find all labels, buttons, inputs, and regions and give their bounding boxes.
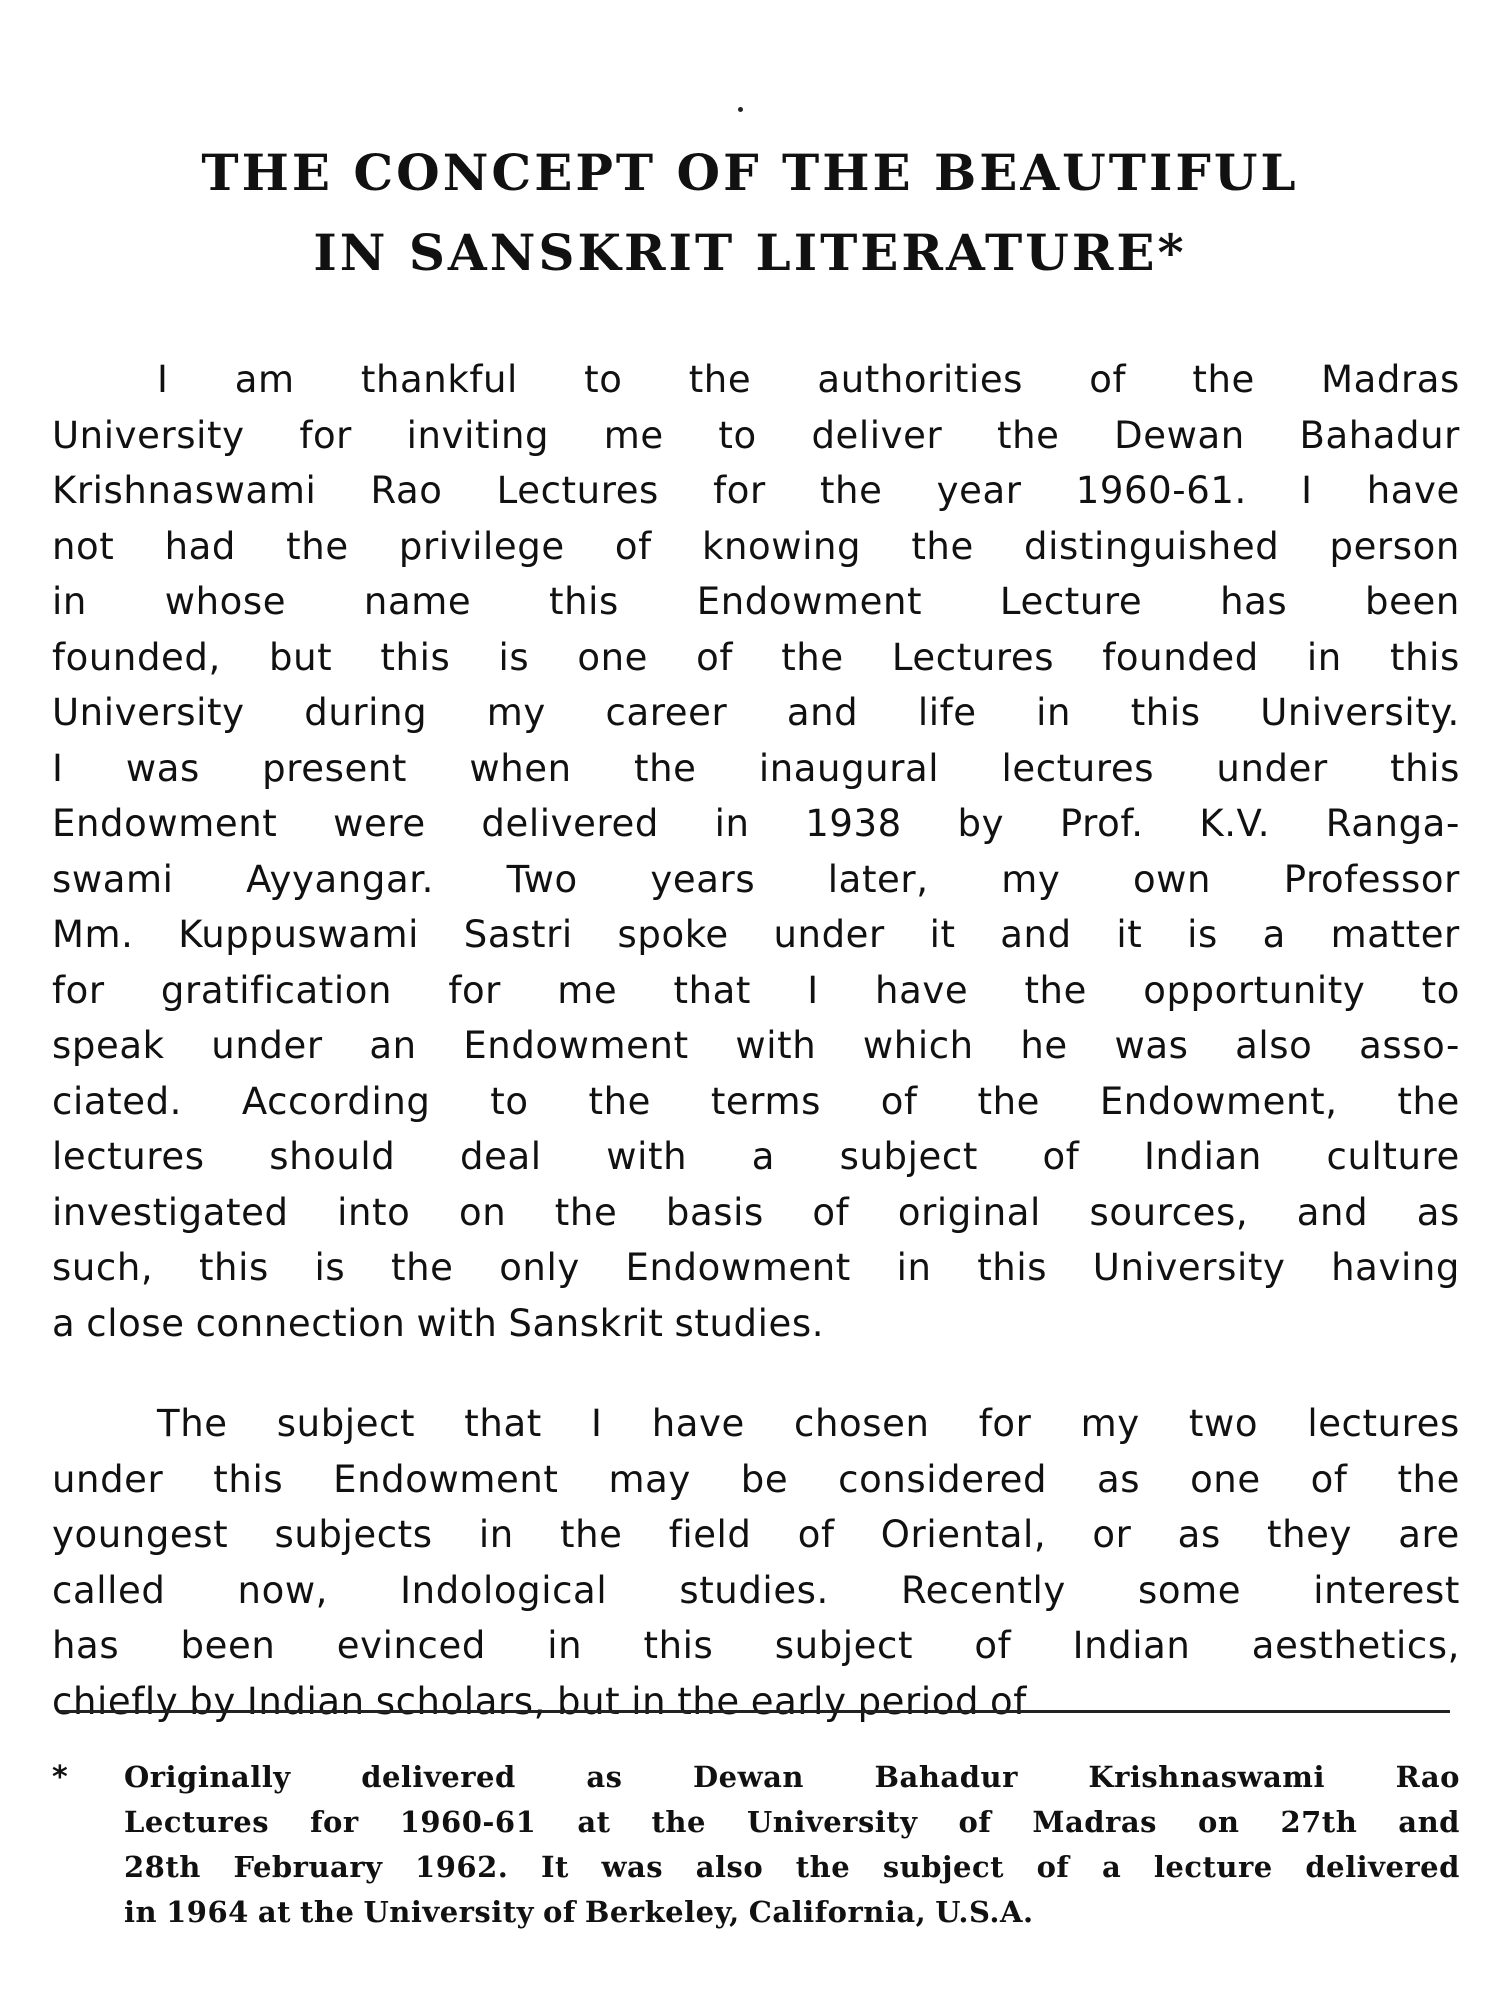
word: under [52, 1457, 164, 1501]
word: some [1137, 1568, 1242, 1612]
word: Sastri [463, 913, 573, 956]
text-line [52, 1396, 1460, 1452]
word: the [1397, 1457, 1460, 1501]
word: Sanskrit [508, 1301, 664, 1345]
word: for [713, 469, 766, 512]
word: subject [774, 1624, 914, 1667]
word: the [677, 1679, 740, 1723]
word: delivered [361, 1760, 516, 1794]
word: under [773, 913, 885, 956]
word: opportunity [1143, 968, 1366, 1012]
word: Endowment [696, 580, 923, 623]
word: Endowment [333, 1457, 559, 1501]
word: I [157, 358, 169, 401]
word: had [164, 524, 236, 568]
word: of [880, 1079, 918, 1123]
footnote-line [124, 1890, 1460, 1935]
word: in [714, 802, 750, 845]
word: has [52, 1624, 120, 1667]
word: the [911, 524, 974, 568]
footnote-text [124, 1755, 1460, 1935]
word: be [740, 1457, 789, 1501]
word: this [380, 635, 451, 679]
word: of [958, 1805, 992, 1839]
word: Originally [124, 1760, 291, 1794]
word: the [559, 1513, 623, 1556]
word: Dewan [1114, 413, 1245, 457]
title-line-2: IN SANSKRIT LITERATURE* [313, 223, 1187, 282]
word: been [1365, 580, 1460, 623]
word: under [211, 1024, 323, 1067]
word: It [540, 1850, 569, 1884]
text-line [52, 463, 1460, 519]
text-line [52, 1129, 1460, 1185]
footnote-marker: * [52, 1760, 68, 1795]
word: speak [52, 1024, 165, 1067]
word: delivered [1305, 1850, 1460, 1884]
text-line [52, 685, 1460, 741]
word: the [819, 469, 883, 512]
word: the [977, 1079, 1040, 1123]
word: University [363, 1895, 535, 1929]
text-line [52, 352, 1460, 408]
word: the [588, 1079, 651, 1123]
word: he [1020, 1024, 1068, 1067]
word: studies. [679, 1568, 829, 1612]
word: subject [839, 1135, 978, 1178]
word: and [1398, 1805, 1460, 1839]
word: am [234, 358, 295, 401]
word: person [1329, 524, 1460, 568]
word: founded, [52, 635, 221, 679]
word: my [1080, 1402, 1140, 1445]
word: of [1036, 1850, 1070, 1884]
word: aesthetics, [1251, 1624, 1460, 1667]
word: an [369, 1024, 417, 1067]
word: not [52, 524, 115, 568]
word: for [299, 413, 352, 457]
word: scholars, [375, 1679, 547, 1723]
word: culture [1326, 1135, 1460, 1178]
word: youngest [52, 1513, 229, 1556]
word: University [52, 413, 245, 457]
word: career [605, 691, 728, 734]
word: it [929, 913, 956, 956]
word: connection [195, 1301, 406, 1345]
word: The [157, 1402, 228, 1445]
word: Two [506, 857, 578, 901]
word: the [795, 1850, 851, 1884]
word: as [586, 1760, 623, 1794]
word: lectures [1001, 746, 1155, 790]
word: this [643, 1624, 714, 1667]
word: and [1000, 913, 1072, 956]
word: basis [665, 1190, 764, 1234]
text-line [52, 852, 1460, 908]
footnote-divider [60, 1710, 1450, 1713]
word: of [1089, 358, 1127, 401]
word: knowing [701, 524, 862, 568]
word: deal [460, 1135, 542, 1178]
word: I [591, 1402, 603, 1445]
word: later, [827, 857, 929, 901]
word: in [631, 1679, 667, 1723]
word: under [1216, 746, 1328, 790]
word: in [478, 1513, 514, 1556]
word: life [917, 691, 977, 734]
word: University [52, 691, 245, 734]
word: my [486, 691, 546, 734]
word: privilege [398, 524, 565, 568]
word: studies. [674, 1301, 825, 1345]
word: Ayyangar. [246, 857, 434, 901]
word: matter [1330, 913, 1460, 956]
word: investigated [52, 1190, 289, 1234]
word: Indological [400, 1568, 608, 1612]
word: U.S.A. [935, 1895, 1034, 1929]
word: as [1177, 1513, 1221, 1556]
word: of [1310, 1457, 1348, 1501]
word: the [996, 413, 1060, 457]
word: as [1096, 1457, 1141, 1501]
word: this [1390, 635, 1460, 679]
word: subjects [274, 1513, 433, 1556]
word: in [124, 1895, 158, 1929]
word: Lecture [999, 580, 1143, 623]
word: whose [164, 580, 287, 623]
word: have [651, 1402, 745, 1445]
word: University [746, 1805, 918, 1839]
word: this [1390, 746, 1460, 790]
word: for [978, 1402, 1032, 1445]
word: should [269, 1135, 396, 1178]
word: with [606, 1135, 688, 1178]
word: one [1190, 1457, 1261, 1501]
word: the [688, 358, 752, 401]
word: a [1102, 1850, 1122, 1884]
word: inaugural [758, 746, 940, 790]
word: terms [710, 1079, 821, 1123]
word: the [300, 1895, 355, 1929]
word: Krishnaswami [1088, 1760, 1325, 1794]
word: are [1398, 1513, 1460, 1556]
word: Recently [901, 1568, 1066, 1612]
word: in [1036, 691, 1072, 734]
title-line-1: THE CONCEPT OF THE BEAUTIFUL [201, 143, 1299, 202]
word: the [651, 1805, 706, 1839]
word: years [650, 857, 756, 901]
text-line [52, 741, 1460, 797]
word: Krishnaswami [52, 469, 317, 512]
word: According [241, 1079, 431, 1123]
word: Lectures [891, 635, 1055, 679]
word: were [333, 802, 426, 845]
word: of [696, 635, 734, 679]
word: only [499, 1246, 580, 1289]
word: a [52, 1301, 76, 1345]
text-line [52, 1185, 1460, 1241]
print-speck [738, 107, 743, 112]
word: into [337, 1190, 411, 1234]
word: and [786, 691, 859, 734]
word: was [125, 746, 200, 790]
word: is [498, 635, 530, 679]
word: Madras [1032, 1805, 1157, 1839]
word: in [547, 1624, 583, 1667]
word: Endowment [52, 802, 278, 845]
word: to [718, 413, 757, 457]
text-line [52, 630, 1460, 686]
word: on [1197, 1805, 1240, 1839]
word: 1938 [805, 802, 902, 845]
word: of [614, 524, 652, 568]
word: with [416, 1301, 498, 1345]
word: this [977, 1246, 1048, 1289]
word: for [310, 1805, 359, 1839]
word: Oriental, [880, 1513, 1047, 1556]
word: Rao [370, 469, 443, 512]
word: Madras [1321, 358, 1460, 401]
word: my [1001, 857, 1061, 901]
word: they [1267, 1513, 1353, 1556]
word: of [974, 1624, 1012, 1667]
word: University [1092, 1246, 1286, 1289]
text-line [52, 1618, 1460, 1674]
word: own [1132, 857, 1212, 901]
word: Rao [1395, 1760, 1460, 1794]
word: spoke [617, 913, 729, 956]
word: of [990, 1679, 1027, 1723]
text-line [52, 1074, 1460, 1130]
word: a [1262, 913, 1286, 956]
word: Bahadur [874, 1760, 1018, 1794]
word: of [812, 1190, 850, 1234]
word: was [1114, 1024, 1189, 1067]
paragraph-1 [52, 352, 1460, 1351]
word: on [458, 1190, 507, 1234]
word: original [897, 1190, 1041, 1234]
word: California, [748, 1895, 927, 1929]
word: field [668, 1513, 752, 1556]
word: I [52, 746, 64, 790]
word: at [577, 1805, 611, 1839]
text-line [52, 574, 1460, 630]
word: the [781, 635, 844, 679]
word: of [797, 1513, 835, 1556]
word: Dewan [693, 1760, 804, 1794]
word: subject [882, 1850, 1004, 1884]
word: Indian [1144, 1135, 1262, 1178]
word: to [490, 1079, 529, 1123]
word: sources, [1089, 1190, 1249, 1234]
word: to [1421, 968, 1460, 1012]
word: founded [1102, 635, 1259, 679]
word: 1964 [166, 1895, 249, 1929]
word: Lectures [124, 1805, 270, 1839]
word: which [862, 1024, 974, 1067]
word: 1960-61 [399, 1805, 537, 1839]
word: by [189, 1679, 236, 1723]
text-line [52, 796, 1460, 852]
word: have [875, 968, 969, 1012]
word: 28th [124, 1850, 201, 1884]
word: interest [1313, 1568, 1460, 1612]
word: but [557, 1679, 621, 1723]
word: period [857, 1679, 980, 1723]
word: is [314, 1246, 346, 1289]
word: for [52, 968, 105, 1012]
word: 1962. [415, 1850, 509, 1884]
word: was [601, 1850, 664, 1884]
word: I [807, 968, 819, 1012]
word: deliver [811, 413, 943, 457]
footnote-line [124, 1755, 1460, 1800]
word: early [750, 1679, 847, 1723]
word: 27th [1280, 1805, 1358, 1839]
footnote-line [124, 1845, 1460, 1890]
text-line [52, 907, 1460, 963]
word: ciated. [52, 1079, 183, 1123]
word: have [1366, 469, 1460, 512]
word: that [673, 968, 752, 1012]
word: year [936, 469, 1022, 512]
word: this [1130, 691, 1201, 734]
word: present [262, 746, 408, 790]
text-line [52, 1296, 1460, 1352]
text-line [52, 408, 1460, 464]
word: is [1187, 913, 1218, 956]
word: I [1301, 469, 1313, 512]
word: two [1188, 1402, 1259, 1445]
word: swami [52, 857, 174, 901]
word: subject [276, 1402, 416, 1445]
word: delivered [481, 802, 659, 845]
word: and [1296, 1190, 1369, 1234]
word: Mm. [52, 913, 134, 956]
text-line [52, 1563, 1460, 1619]
text-line [52, 1674, 1460, 1730]
word: also [695, 1850, 764, 1884]
word: has [1220, 580, 1288, 623]
word: close [86, 1301, 185, 1345]
word: Endowment, [1099, 1079, 1338, 1123]
word: the [1024, 968, 1087, 1012]
footnote-line [124, 1800, 1460, 1845]
word: the [1192, 358, 1255, 401]
word: that [464, 1402, 542, 1445]
word: been [180, 1624, 276, 1667]
word: considered [838, 1457, 1048, 1501]
word: K.V. [1199, 802, 1271, 845]
word: Professor [1283, 857, 1460, 901]
word: this [213, 1457, 284, 1501]
word: this [198, 1246, 269, 1289]
paragraph-2 [52, 1396, 1460, 1729]
word: of [543, 1895, 576, 1929]
word: Indian [1072, 1624, 1191, 1667]
word: the [1397, 1079, 1460, 1123]
word: or [1092, 1513, 1132, 1556]
word: the [633, 746, 697, 790]
text-line [52, 1240, 1460, 1296]
word: 1960-61. [1075, 469, 1247, 512]
word: Berkeley, [584, 1895, 740, 1929]
word: called [52, 1568, 166, 1612]
word: Bahadur [1299, 413, 1460, 457]
word: also [1235, 1024, 1313, 1067]
word: thankful [360, 358, 518, 401]
word: may [608, 1457, 691, 1501]
word: when [469, 746, 572, 790]
word: Lectures [496, 469, 659, 512]
word: chosen [794, 1402, 930, 1445]
word: Prof. [1059, 802, 1144, 845]
word: Kuppuswami [178, 913, 420, 956]
word: by [957, 802, 1005, 845]
word: Endowment [625, 1246, 851, 1289]
word: February [233, 1850, 383, 1884]
word: lectures [52, 1135, 205, 1178]
word: University. [1260, 691, 1460, 734]
text-line [52, 1018, 1460, 1074]
word: to [584, 358, 623, 401]
word: in [52, 580, 87, 623]
word: the [390, 1246, 454, 1289]
word: this [549, 580, 619, 623]
word: of [1042, 1135, 1080, 1178]
word: in [896, 1246, 932, 1289]
word: during [304, 691, 428, 734]
word: me [603, 413, 664, 457]
word: as [1416, 1190, 1460, 1234]
word: one [577, 635, 649, 679]
text-line [52, 1507, 1460, 1563]
word: asso- [1359, 1024, 1460, 1067]
word: the [286, 524, 349, 568]
word: the [554, 1190, 618, 1234]
word: it [1116, 913, 1143, 956]
word: Indian [246, 1679, 365, 1723]
word: me [557, 968, 618, 1012]
word: now, [237, 1568, 329, 1612]
text-line [52, 1452, 1460, 1508]
word: chiefly [52, 1679, 179, 1723]
word: for [448, 968, 501, 1012]
word: but [269, 635, 333, 679]
text-line [52, 963, 1460, 1019]
word: authorities [817, 358, 1024, 401]
word: inviting [406, 413, 550, 457]
word: evinced [336, 1624, 486, 1667]
word: Endowment [463, 1024, 689, 1067]
word: a [751, 1135, 776, 1178]
word: having [1331, 1246, 1460, 1289]
text-line [52, 519, 1460, 575]
word: at [257, 1895, 292, 1929]
word: with [735, 1024, 817, 1067]
word: lectures [1307, 1402, 1460, 1445]
word: lecture [1153, 1850, 1273, 1884]
word: distinguished [1024, 524, 1280, 568]
word: gratification [160, 968, 393, 1012]
word: such, [52, 1246, 154, 1289]
word: Ranga- [1325, 802, 1460, 845]
word: in [1306, 635, 1342, 679]
word: name [363, 580, 472, 623]
